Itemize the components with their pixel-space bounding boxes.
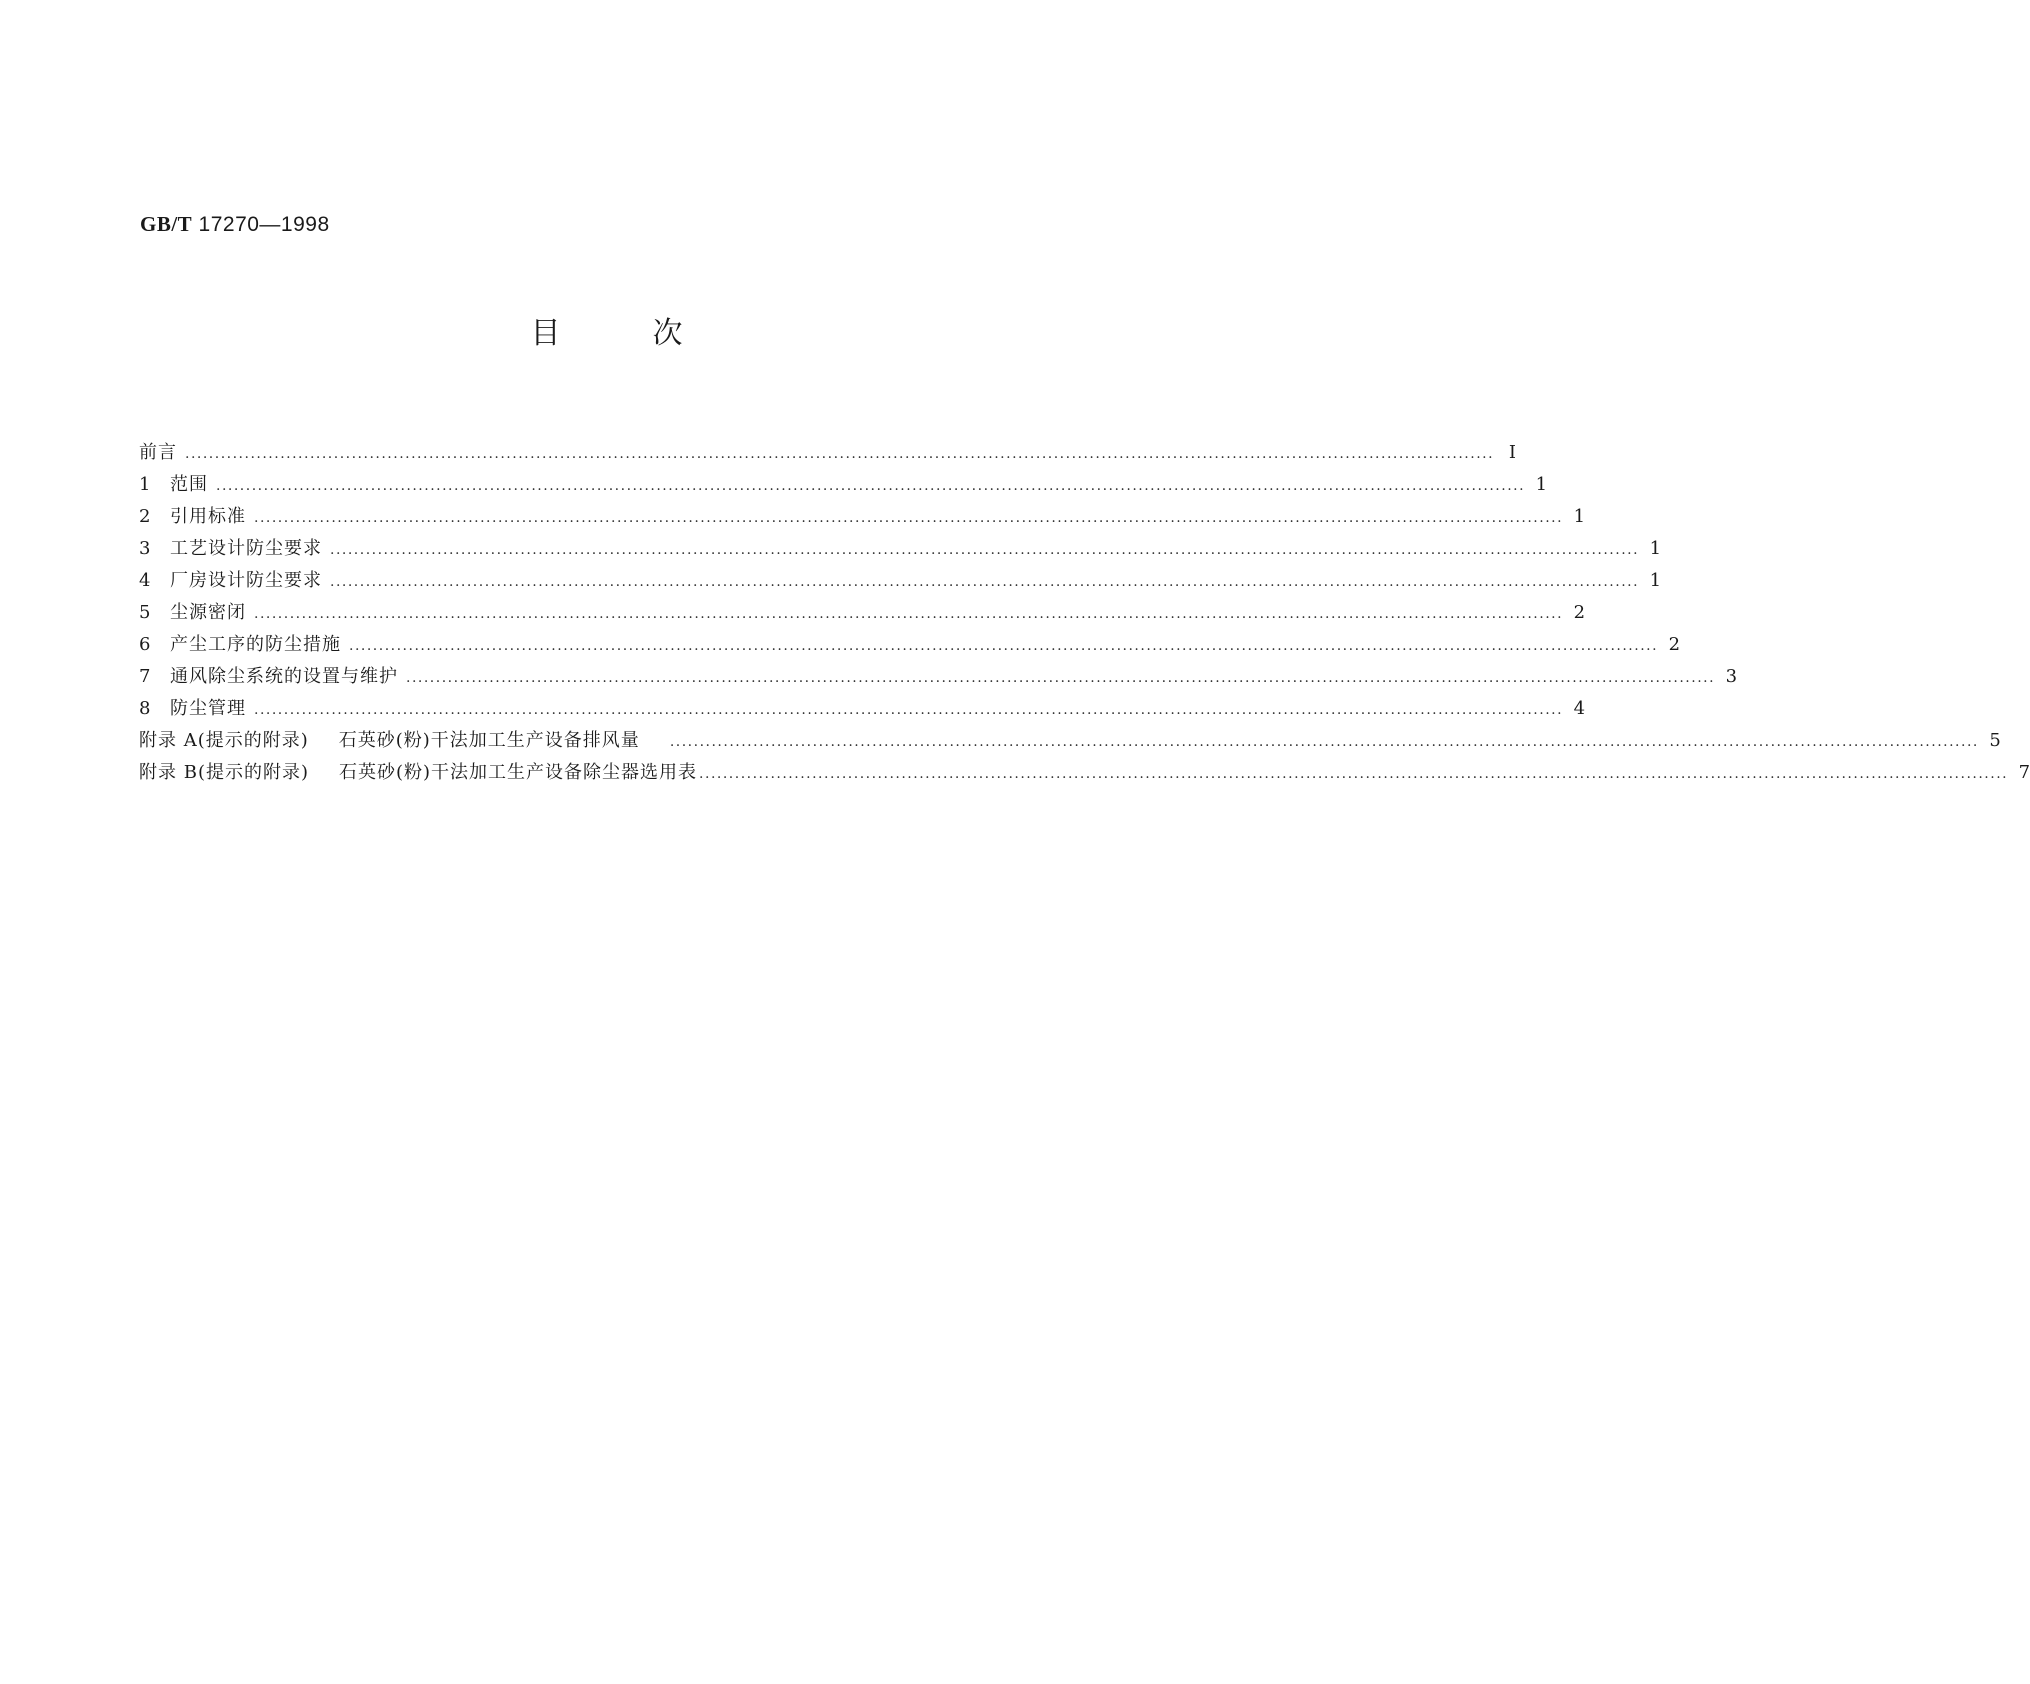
toc-leader: ............................................................................................................................................................................................................................ [330,574,1640,590]
toc-page-number: 5 [1989,730,2001,751]
toc-leader: ............................................................................................................................................................................................................................ [254,702,1564,718]
toc-entry-1[interactable] [139,469,1548,501]
toc-entry-number: 1 [139,474,151,495]
toc-entry-number: 6 [139,634,151,655]
toc-leader: ............................................................................................................................................................................................................................ [669,734,1979,750]
toc-page-number: 1 [1649,570,1662,591]
toc-title-char-1: 目 [530,316,561,351]
toc-leader: ............................................................................................................................................................................................................................ [699,766,2009,782]
toc-entry-title: 厂房设计防尘要求 [170,570,322,591]
toc-entry-2[interactable] [139,501,1586,533]
toc-entry-title: 产尘工序的防尘措施 [170,634,341,655]
toc-appendix-title: 石英砂(粉)干法加工生产设备排风量 [338,730,640,751]
toc-appendix-label: 附录 B(提示的附录) [139,762,309,783]
standard-number: 17270—1998 [198,213,330,236]
toc-appendix-title: 石英砂(粉)干法加工生产设备除尘器选用表 [339,762,698,783]
toc-page-number: 1 [1535,474,1548,495]
toc-entry-number: 7 [139,666,151,687]
toc-entry-appendix-b[interactable] [139,757,2030,789]
toc-leader: ............................................................................................................................................................................................................................ [216,478,1526,494]
toc-entry-title: 尘源密闭 [170,602,246,623]
toc-entry-title: 工艺设计防尘要求 [170,538,322,559]
toc-entry-4[interactable] [139,565,1662,597]
toc-page-number: 3 [1725,666,1738,687]
toc-page-number: 7 [2018,762,2030,783]
toc-entry-6[interactable] [139,629,1681,661]
toc-entry-number: 5 [139,602,151,623]
toc-entry-3[interactable] [139,533,1662,565]
toc-leader: ............................................................................................................................................................................................................................ [254,510,1564,526]
toc-page-number: I [1508,442,1517,463]
toc-entry-8[interactable] [139,693,1586,725]
standard-prefix: GB/T [140,212,193,236]
toc-leader: ............................................................................................................................................................................................................................ [330,542,1640,558]
toc-entry-number: 4 [139,570,151,591]
toc-entry-title: 前言 [139,442,177,463]
table-of-contents [139,437,2030,789]
toc-entry-foreword[interactable] [139,437,1517,469]
toc-entry-number: 3 [139,538,151,559]
toc-leader: ............................................................................................................................................................................................................................ [185,446,1495,462]
toc-entry-title: 范围 [170,474,208,495]
toc-page-number: 2 [1573,602,1586,623]
toc-entry-title: 防尘管理 [170,698,246,719]
toc-page-number: 1 [1649,538,1662,559]
toc-entry-title: 通风除尘系统的设置与维护 [170,666,398,687]
toc-leader: ............................................................................................................................................................................................................................ [254,606,1564,622]
toc-entry-7[interactable] [139,661,1738,693]
toc-title-char-2: 次 [652,316,683,351]
toc-leader: ............................................................................................................................................................................................................................ [349,638,1659,654]
toc-entry-number: 2 [139,506,151,527]
toc-entry-5[interactable] [139,597,1586,629]
toc-title [0,308,1191,352]
toc-page-number: 4 [1573,698,1586,719]
toc-page-number: 1 [1573,506,1586,527]
toc-entry-title: 引用标准 [170,506,246,527]
toc-leader: ............................................................................................................................................................................................................................ [406,670,1716,686]
toc-appendix-label: 附录 A(提示的附录) [139,730,309,751]
toc-entry-appendix-a[interactable] [139,725,2001,757]
toc-entry-number: 8 [139,698,151,719]
document-code [140,212,330,237]
toc-page-number: 2 [1668,634,1681,655]
